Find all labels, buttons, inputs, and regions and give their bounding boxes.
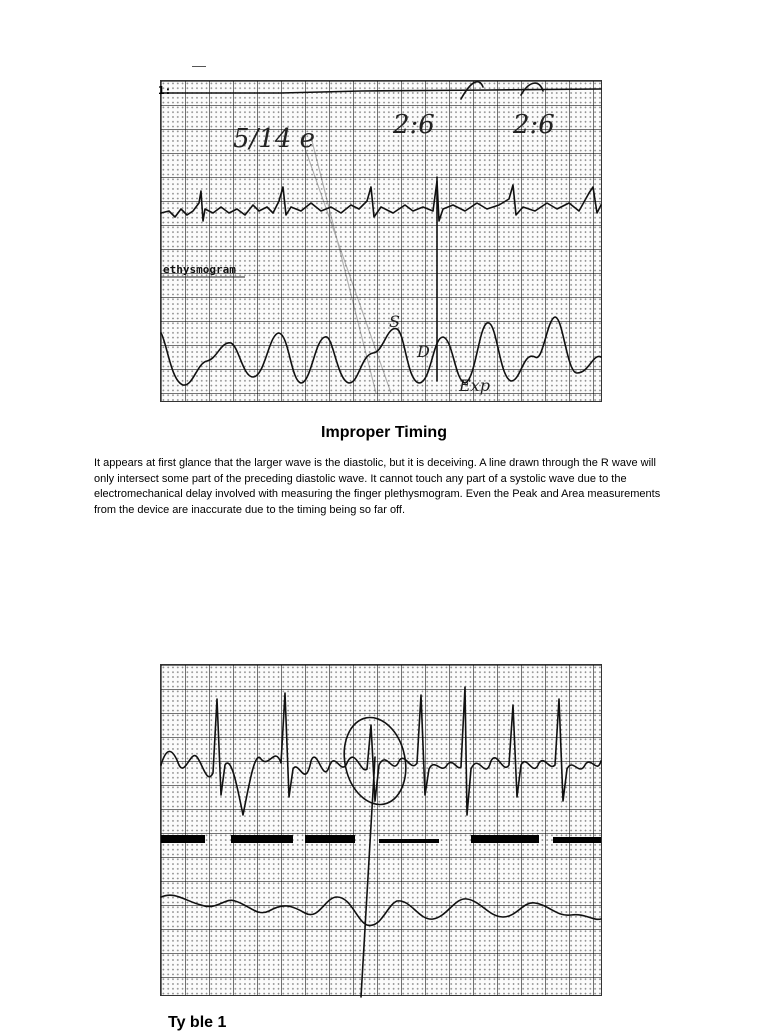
top-dash-mark (192, 66, 206, 67)
annotation-diastolic: D (417, 342, 430, 361)
strip1-top-border-line (161, 89, 601, 93)
handwriting-note-3: 2:6 (513, 110, 555, 140)
section-heading-improper-timing: Improper Timing (321, 424, 447, 441)
strip2-bar-seg (305, 835, 355, 843)
handwriting-note-1: 5/14 e (233, 124, 316, 154)
strip1-ecg-trace (161, 181, 601, 221)
section-body-improper-timing: It appears at first glance that the larger wave is the diastolic, but it is deceiving. A line drawn through the R wave will only intersect some part of the preceding diastolic wave. It cannot touch any part of a systolic wave due to the electromechanical delay involved with measuring the finger plethysmogram. Even the Peak and Area measurements from the device are inaccurate due to the timing being so far off. (94, 457, 661, 516)
ecg-strip-improper-timing (160, 80, 602, 402)
strip2-bar-seg (471, 835, 539, 843)
handwriting-note-2: 2:6 (393, 110, 435, 140)
annotation-systolic: S (389, 312, 400, 331)
strip1-plethysmogram-trace (161, 317, 601, 385)
strip2-vertical-line (361, 757, 375, 997)
strip2-bar-seg (553, 837, 601, 843)
plethysmogram-channel-label: ethysmogram (163, 263, 236, 276)
strip1-traces (161, 81, 601, 401)
annotation-exp: Exp (459, 376, 490, 395)
ecg-strip-second (160, 664, 602, 996)
strip2-traces (161, 665, 601, 995)
strip1-margin-mark: 1: (158, 84, 172, 97)
strip2-bar-seg (161, 835, 205, 843)
section-heading-second: Ty ble 1 (168, 1014, 227, 1031)
strip2-ecg-trace (161, 687, 601, 815)
strip2-plethysmogram-trace (161, 895, 601, 925)
strip2-bar-seg (379, 839, 439, 843)
strip2-bar-seg (231, 835, 293, 843)
